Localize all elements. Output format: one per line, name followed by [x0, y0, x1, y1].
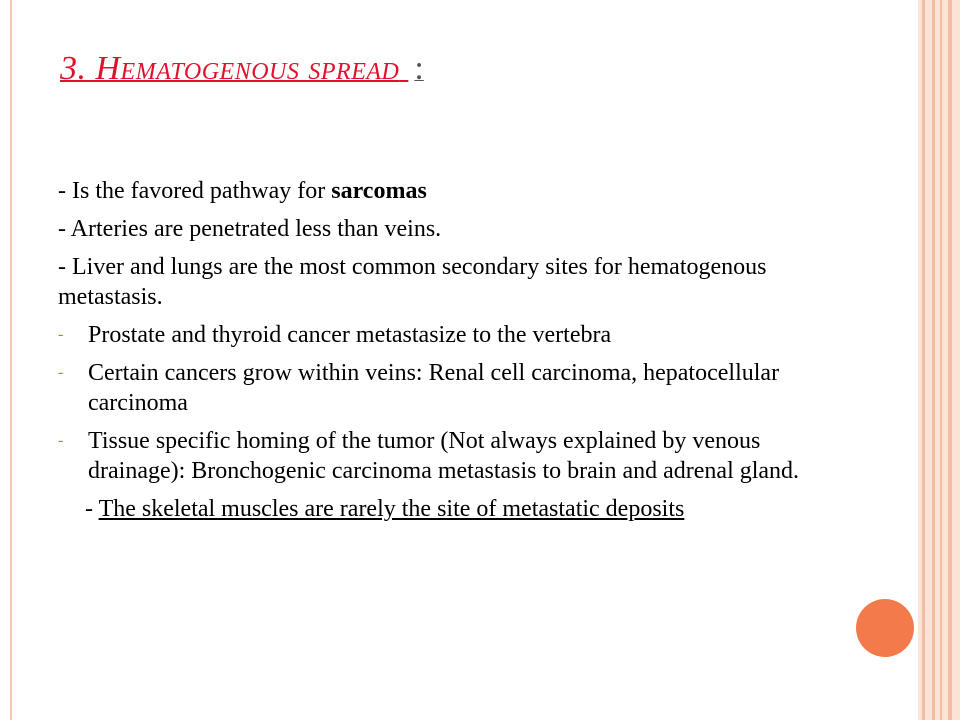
line-arteries: - Arteries are penetrated less than veins.: [58, 216, 442, 242]
right-frame-border: [918, 0, 960, 720]
slide-title: [60, 50, 424, 88]
left-frame-line: [10, 0, 12, 720]
bullet-marker: -: [58, 432, 64, 449]
line-sarcomas-text: - Is the favored pathway for: [58, 178, 332, 204]
bullet-prostate-thyroid: [58, 320, 828, 350]
line-skeletal-muscles: [58, 494, 828, 524]
title-main: [60, 50, 408, 87]
line-liver-lungs: - Liver and lungs are the most common secondary sites for hematogenous metastasis.: [58, 254, 767, 310]
accent-circle: [856, 599, 914, 657]
bullet-veins-growth: [58, 358, 828, 418]
frame-stripe: [940, 0, 942, 720]
slide-body: [58, 176, 828, 532]
bullet-marker: -: [58, 326, 64, 343]
bullet-text: Prostate and thyroid cancer metastasize to the vertebra: [88, 322, 612, 348]
title-number: 3.: [60, 50, 87, 87]
last-dash: -: [85, 496, 99, 522]
frame-stripe: [948, 0, 952, 720]
bullet-tissue-homing: [58, 426, 828, 486]
bullet-text: Tissue specific homing of the tumor (Not always explained by venous drainage): Bronchogenic carcinoma metastasis to brain and adrenal gland.: [88, 428, 800, 484]
bullet-marker: -: [58, 364, 64, 381]
bullet-text: Certain cancers grow within veins: Renal cell carcinoma, hepatocellular carcinoma: [88, 360, 780, 416]
frame-stripe: [932, 0, 935, 720]
line-sarcomas: [58, 176, 828, 206]
frame-stripe: [922, 0, 925, 720]
sarcomas-bold: sarcomas: [331, 178, 427, 204]
title-colon: :: [414, 50, 424, 87]
skeletal-muscles-text: The skeletal muscles are rarely the site of metastatic deposits: [98, 496, 685, 522]
title-text: Hematogenous spread: [95, 50, 400, 87]
